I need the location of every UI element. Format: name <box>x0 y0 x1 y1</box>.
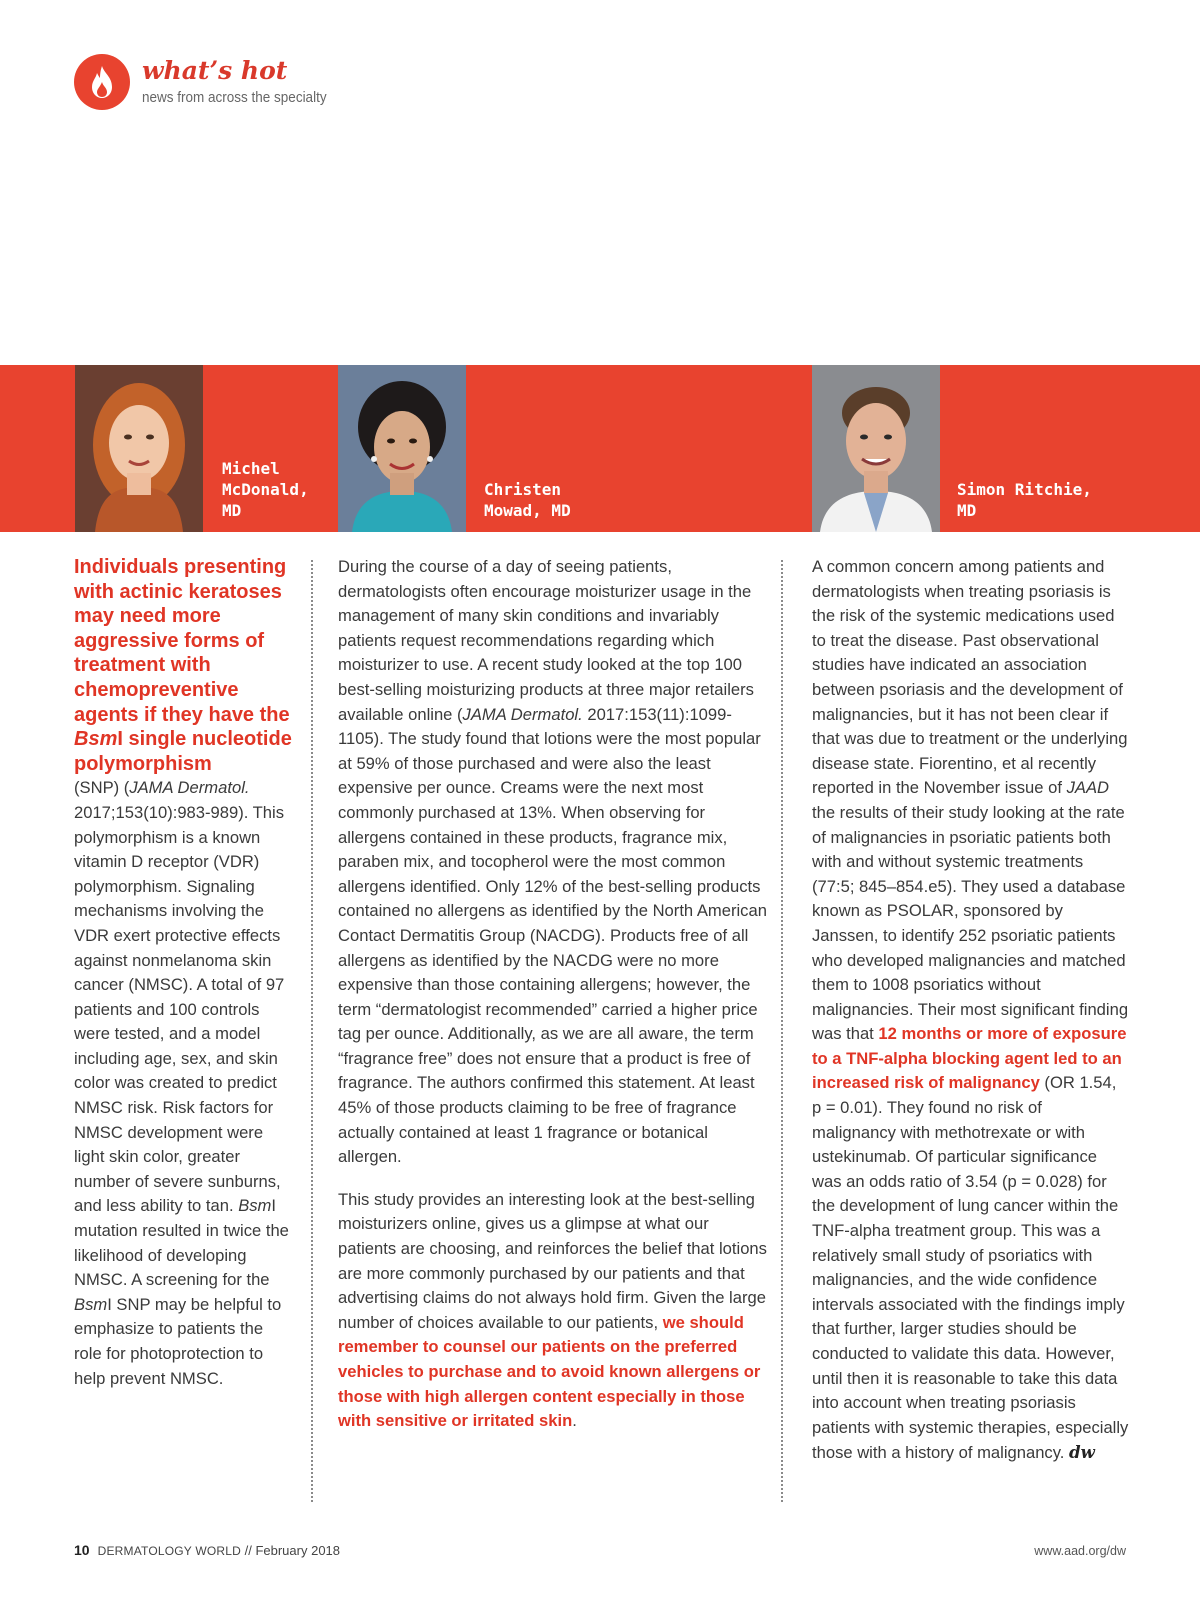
body-text: . <box>572 1411 577 1431</box>
body-text: I SNP may be helpful to emphasize to patients the role for photoprotection to help prevent NMSC. <box>74 1294 282 1388</box>
lead-italic: Bsm <box>74 728 118 751</box>
lead-text: Individuals presenting with actinic keratoses may need more aggressive forms of treatment with chemopreventive agents if they have the <box>74 556 290 726</box>
article-column-1 <box>74 555 294 1391</box>
body-text: 2017:153(11):1099-1105). The study found that lotions were the most popular at 59% of those purchased and were also the least expensive per ounce. Creams were the next most commonly purchased at 13%. When observing for allergens contained in these products, fragrance mix, paraben mix, and tocopherol were the most common allergens identified. Only 12% of the best-selling products contained no allergens as identified by the North American Contact Dermatitis Group (NACDG). Products free of all allergens as identified by the NACDG were no more expensive than those containing allergens; however, the term “dermatologist recommended” carried a higher price tag per ounce. Additionally, as we are all aware, the term “fragrance free” does not ensure that a product is free of fragrance. The authors confirmed this statement. At least 45% of those products claiming to be free of fragrance actually contained at least 1 fragrance or botanical allergen. <box>338 704 767 1167</box>
gene-name: Bsm <box>238 1196 272 1216</box>
issue-date: February 2018 <box>255 1543 341 1558</box>
column-divider <box>781 560 783 1502</box>
body-text: (SNP) ( <box>74 778 130 798</box>
gene-name: Bsm <box>74 1294 108 1314</box>
end-mark: dw <box>1069 1442 1095 1463</box>
author-photo-ritchie <box>812 365 940 532</box>
article-column-3 <box>812 555 1130 1466</box>
article-1-lead <box>74 555 294 776</box>
flame-icon <box>74 54 130 110</box>
article-2-paragraph-1 <box>338 555 770 1170</box>
article-1-text <box>74 555 294 1391</box>
author-name-ritchie: Simon Ritchie, MD <box>957 480 1092 520</box>
article-2-paragraph-2 <box>338 1188 770 1434</box>
page-number: 10 <box>74 1542 90 1558</box>
body-text: This study provides an interesting look at the best-selling moisturizers online, gives us a glimpse at what our patients are choosing, and reinforces the belief that lotions are more commonly purchased by our patients and that advertising claims do not always hold firm. Given the large number of choices available to our patients, <box>338 1189 767 1332</box>
highlight-text: we should remember to counsel our patients on the preferred vehicles to purchase and to avoid known allergens or those with high allergen content especially in those with sensitive or irritated skin <box>338 1312 761 1431</box>
author-name-mowad: Christen Mowad, MD <box>484 480 571 520</box>
section-title: what’s hot <box>142 56 288 85</box>
lead-text-end: I single nucleotide polymorphism <box>74 728 292 775</box>
article-column-2 <box>338 555 770 1434</box>
footer-separator: // <box>241 1543 256 1558</box>
body-text: (OR 1.54, p = 0.01). They found no risk of malignancy with methotrexate or with ustekinumab. Of particular significance was an odds ratio of 3.54 (p = 0.028) for the development of lung cancer within the TNF-alpha treatment group. This was a relatively small study of psoriatics with malignancies, and the wide confidence intervals associated with the findings imply that further, larger studies should be conducted to validate this data. However, until then it is reasonable to take this data into account when treating psoriasis patients with systemic therapies, especially those with a history of malignancy. <box>812 1073 1129 1463</box>
journal-name: JAAD <box>1066 778 1109 798</box>
column-divider <box>311 560 313 1502</box>
body-text: I mutation resulted in twice the likelihood of developing NMSC. A screening for the <box>74 1196 289 1290</box>
highlight-text: 12 months or more of exposure to a TNF-alpha blocking agent led to an increased risk of malignancy <box>812 1024 1127 1093</box>
body-text: the results of their study looking at the rate of malignancies in psoriatic patients both with and without systemic treatments (77:5; 845–854.e5). They used a database known as PSOLAR, sponsored by Janssen, to identify 252 psoriatic patients who developed malignancies and matched them to 1008 psoriatics without malignancies. Their most significant finding was that <box>812 802 1129 1044</box>
author-photo-mcdonald <box>75 365 203 532</box>
journal-name: JAMA Dermatol. <box>129 778 250 798</box>
footer-url[interactable]: www.aad.org/dw <box>1034 1544 1126 1558</box>
section-subtitle: news from across the specialty <box>142 89 327 106</box>
magazine-name: DERMATOLOGY WORLD <box>97 1544 241 1558</box>
author-name-mcdonald: Michel McDonald, MD <box>222 459 309 520</box>
body-text: A common concern among patients and dermatologists when treating psoriasis is the risk of the systemic medications used to treat the disease. Past observational studies have indicated an association between psoriasis and the development of malignancies, but it has not been clear if that was due to treatment or the underlying disease state. Fiorentino, et al recently reported in the November issue of <box>812 557 1128 798</box>
body-text: 2017;153(10):983-989). This polymorphism is a known vitamin D receptor (VDR) polymorphism. Signaling mechanisms involving the VDR exert protective effects against nonmelanoma skin cancer (NMSC). A total of 97 patients and 100 controls were tested, and a model including age, sex, and skin color was created to predict NMSC risk. Risk factors for NMSC development were light skin color, greater number of severe sunburns, and less ability to tan. <box>74 802 285 1216</box>
page-footer <box>74 1542 340 1558</box>
body-text: During the course of a day of seeing patients, dermatologists often encourage moisturizer usage in the management of many skin conditions and invariably patients request recommendations regarding which moisturizer to use. A recent study looked at the top 100 best-selling moisturizing products at three major retailers available online ( <box>338 557 754 724</box>
author-photo-mowad <box>338 365 466 532</box>
journal-name: JAMA Dermatol. <box>462 704 583 724</box>
flame-icon-graphic <box>88 65 116 99</box>
article-3-text <box>812 555 1130 1466</box>
